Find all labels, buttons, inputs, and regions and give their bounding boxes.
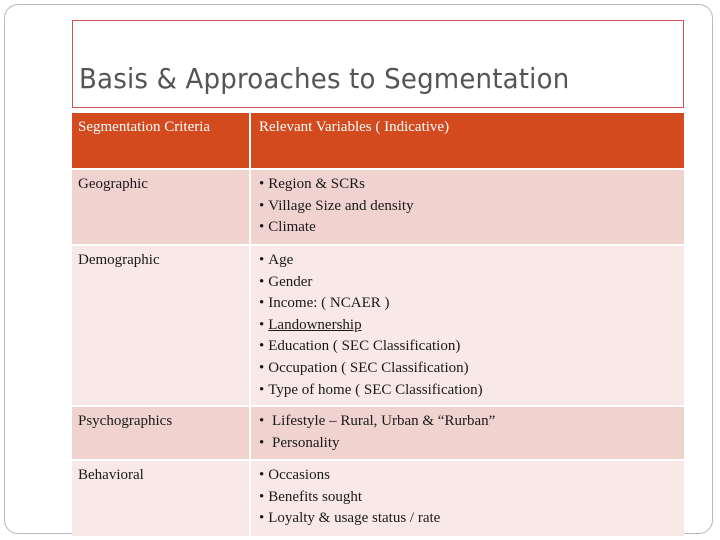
list-item bbox=[259, 315, 680, 337]
bullet-icon: • bbox=[259, 176, 265, 192]
slide-title: Basis & Approaches to Segmentation bbox=[79, 62, 570, 95]
variable-text: Region & SCRs bbox=[268, 176, 365, 192]
list-item bbox=[259, 433, 680, 455]
variables-list bbox=[259, 465, 680, 530]
list-item bbox=[259, 217, 680, 239]
bullet-icon: • bbox=[259, 252, 265, 268]
list-item bbox=[259, 196, 680, 218]
variable-text: Occupation ( SEC Classification) bbox=[268, 359, 469, 376]
segmentation-table bbox=[72, 113, 684, 538]
variable-text: Type of home ( SEC Classification) bbox=[268, 381, 483, 398]
variable-text: Gender bbox=[268, 273, 313, 290]
header-segmentation-criteria: Segmentation Criteria bbox=[72, 113, 250, 169]
variable-text: Personality bbox=[268, 434, 340, 451]
variable-text: Village Size and density bbox=[268, 197, 414, 214]
bullet-icon: • bbox=[259, 359, 265, 376]
table-row-behavioral bbox=[72, 460, 684, 537]
list-item bbox=[259, 250, 680, 272]
list-item bbox=[259, 487, 680, 509]
variables-list bbox=[259, 250, 680, 401]
table-row-demographic bbox=[72, 245, 684, 406]
list-item bbox=[259, 380, 680, 402]
variables-list bbox=[259, 174, 680, 239]
list-item bbox=[259, 508, 680, 530]
criteria-cell: Geographic bbox=[72, 169, 250, 245]
bullet-icon: • bbox=[259, 295, 265, 312]
bullet-icon: • bbox=[259, 273, 265, 290]
list-item bbox=[259, 272, 680, 294]
bullet-icon: • bbox=[259, 510, 265, 527]
list-item bbox=[259, 358, 680, 380]
bullet-icon: • bbox=[259, 467, 265, 483]
table-header-row bbox=[72, 113, 684, 169]
variables-cell bbox=[250, 460, 684, 537]
bullet-icon: • bbox=[259, 381, 265, 398]
variable-text: Benefits sought bbox=[268, 488, 363, 505]
variable-text: Occasions bbox=[268, 467, 330, 483]
list-item bbox=[259, 336, 680, 358]
list-item bbox=[259, 174, 680, 196]
bullet-icon: • bbox=[259, 316, 265, 333]
list-item bbox=[259, 293, 680, 315]
bullet-icon: • bbox=[259, 338, 265, 355]
variable-text: Income: ( NCAER ) bbox=[268, 295, 390, 312]
bullet-icon: • bbox=[259, 197, 265, 214]
criteria-cell: Behavioral bbox=[72, 460, 250, 537]
variable-text: Loyalty & usage status / rate bbox=[268, 510, 441, 527]
criteria-cell: Demographic bbox=[72, 245, 250, 406]
list-item bbox=[259, 411, 680, 433]
variables-cell bbox=[250, 245, 684, 406]
variables-cell bbox=[250, 169, 684, 245]
header-relevant-variables: Relevant Variables ( Indicative) bbox=[250, 113, 684, 169]
variable-text: Education ( SEC Classification) bbox=[268, 338, 461, 355]
variable-text: Lifestyle – Rural, Urban & “Rurban” bbox=[268, 413, 496, 429]
list-item bbox=[259, 465, 680, 487]
variable-text: Age bbox=[268, 252, 294, 268]
variables-list bbox=[259, 411, 680, 454]
bullet-icon: • bbox=[259, 219, 265, 236]
bullet-icon: • bbox=[259, 413, 265, 429]
table-row-geographic bbox=[72, 169, 684, 245]
criteria-cell: Psychographics bbox=[72, 406, 250, 460]
bullet-icon: • bbox=[259, 434, 265, 451]
table-row-psychographics bbox=[72, 406, 684, 460]
variables-cell bbox=[250, 406, 684, 460]
variable-text: Climate bbox=[268, 219, 316, 236]
variable-text: Landownership bbox=[268, 316, 362, 333]
bullet-icon: • bbox=[259, 488, 265, 505]
